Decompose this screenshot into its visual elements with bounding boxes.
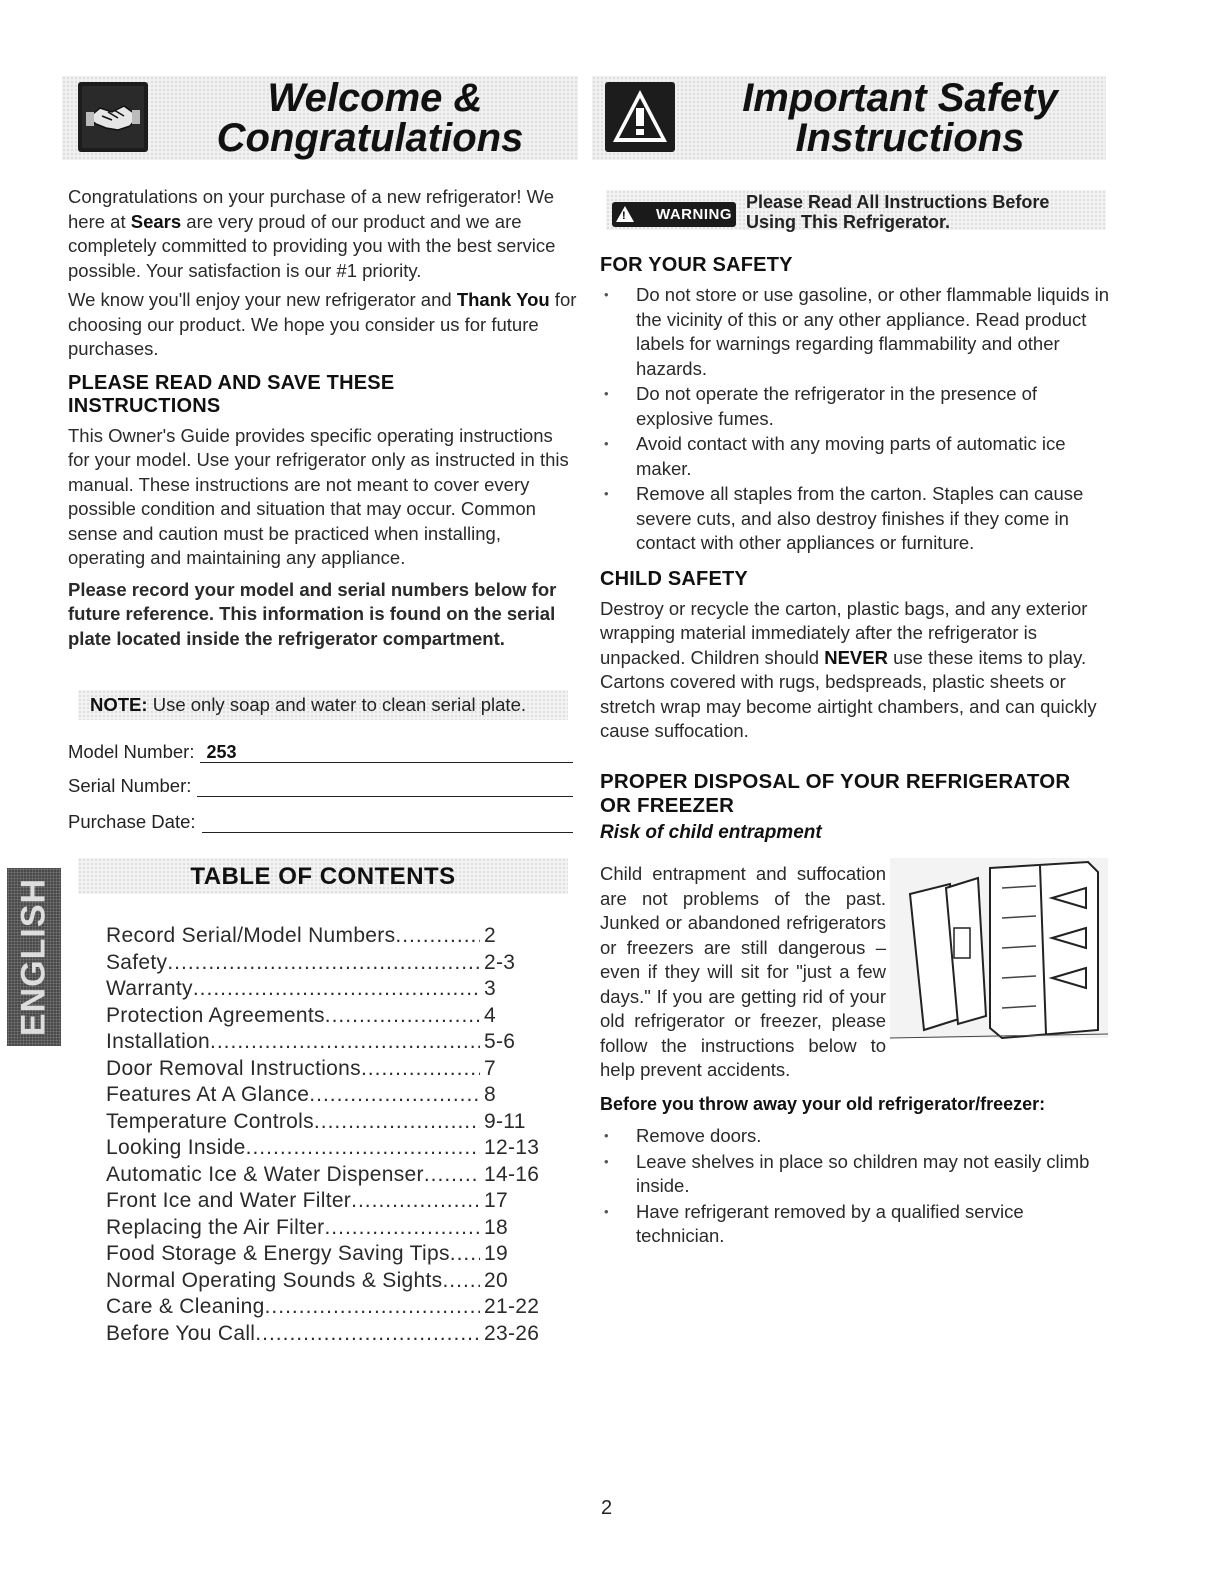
toc-item-page: 23-26 xyxy=(484,1321,540,1345)
language-tab xyxy=(7,868,61,1046)
toc-item[interactable] xyxy=(106,1003,546,1030)
toc-item[interactable] xyxy=(106,1029,546,1056)
child-safety-heading: CHILD SAFETY xyxy=(600,567,748,590)
purchase-date-row xyxy=(68,807,573,833)
welcome-p2-text-end: for choosing our product. We hope you consider us for future purchases. xyxy=(68,289,577,359)
toc-item[interactable] xyxy=(106,1241,546,1268)
model-number-label: Model Number: xyxy=(68,741,195,762)
toc-item[interactable] xyxy=(106,923,546,950)
safety-list-item: • Do not store or use gasoline, or other flammable liquids in the vicinity of this or any other appliance. Read product labels for warnings regarding flammability and other hazards. xyxy=(600,283,1110,381)
warning-line2: Using This Refrigerator. xyxy=(746,212,951,232)
safety-list xyxy=(600,283,1110,556)
save-instructions-heading xyxy=(68,372,578,418)
toc-item-page: 21-22 xyxy=(484,1295,540,1318)
brand-name: Sears xyxy=(130,210,182,232)
toc-item[interactable] xyxy=(106,1162,546,1189)
disposal-subheading: Risk of child entrapment xyxy=(600,822,822,843)
toc-item-title: Care & Cleaning xyxy=(106,1295,265,1318)
toc-item-title: Replacing the Air Filter xyxy=(106,1215,325,1239)
toc-leader-dots xyxy=(442,1268,480,1295)
welcome-title-line1: Welcome & xyxy=(267,76,483,120)
disposal-list-item: • Leave shelves in place so children may not easily climb inside. xyxy=(600,1150,1100,1199)
disposal-list xyxy=(600,1124,1100,1250)
toc-item-page: 8 xyxy=(484,1083,496,1106)
toc-item-title: Warranty xyxy=(106,977,193,1000)
record-numbers-note: Please record your model and serial numbers below for future reference. This information is found on the serial plate located inside the refrigerator compartment. xyxy=(68,578,557,649)
toc-item-title: Installation xyxy=(106,1030,210,1053)
safety-list-item: • Remove all staples from the carton. Staples can cause severe cuts, and also destroy finishes if they come in contact with other appliances or furniture. xyxy=(600,482,1110,556)
toc-item-page: 17 xyxy=(484,1189,508,1212)
toc-leader-dots xyxy=(424,1162,480,1189)
child-safety-paragraph xyxy=(600,597,1110,744)
disposal-paragraph: Child entrapment and suffocation are not problems of the past. Junked or abandoned refrigerators or freezers are still dangerous – even if they will sit for "just a few days." If you are getting rid of your old refrigerator or freezer, please follow the instructions below to help prevent accidents. xyxy=(600,863,886,1080)
safety-title-line2: Instructions xyxy=(795,116,1025,160)
toc-item-page: 18 xyxy=(484,1215,508,1239)
disposal-heading-line1: PROPER DISPOSAL OF YOUR REFRIGERATOR xyxy=(600,770,1071,793)
toc-item-title: Looking Inside xyxy=(106,1136,246,1159)
toc-item[interactable] xyxy=(106,1268,546,1295)
toc-leader-dots xyxy=(450,1241,480,1268)
welcome-p1-text: Congratulations on your purchase of a new refrigerator! We here at xyxy=(68,186,555,232)
safety-list-item: • Avoid contact with any moving parts of automatic ice maker. xyxy=(600,432,1110,481)
purchase-date-field[interactable] xyxy=(202,812,573,833)
welcome-p2-text: We know you'll enjoy your new refrigerator and xyxy=(68,289,457,310)
toc-leader-dots xyxy=(325,1003,480,1030)
model-number-row xyxy=(68,737,573,763)
toc-item-title: Door Removal Instructions xyxy=(106,1056,361,1080)
toc-item-page: 2-3 xyxy=(484,950,516,974)
child-safety-text-end: use these items to play. Cartons covered with rugs, bedspreads, plastic sheets or stretch wrap may become airtight chambers, and can quickly cause suffocation. xyxy=(600,646,1097,741)
toc-leader-dots xyxy=(167,950,480,977)
toc-item-page: 3 xyxy=(484,977,496,1000)
toc-item-page: 4 xyxy=(484,1003,496,1027)
toc-item-page: 9-11 xyxy=(484,1109,526,1133)
toc-item-page: 20 xyxy=(484,1268,508,1292)
toc-item-title: Food Storage & Energy Saving Tips xyxy=(106,1242,450,1265)
note-label: NOTE: xyxy=(90,694,148,715)
welcome-paragraph-1 xyxy=(68,185,578,283)
toc-item-title: Record Serial/Model Numbers xyxy=(106,924,396,947)
disposal-section xyxy=(600,770,1115,844)
toc-item-page: 7 xyxy=(484,1056,496,1080)
toc-item[interactable] xyxy=(106,976,546,1003)
table-of-contents xyxy=(106,923,546,1347)
toc-leader-dots xyxy=(361,1056,480,1083)
model-number-field[interactable]: 253 xyxy=(200,742,573,763)
never-text: NEVER xyxy=(824,646,888,668)
toc-leader-dots xyxy=(395,923,480,950)
toc-item[interactable] xyxy=(106,1215,546,1242)
serial-number-field[interactable] xyxy=(197,776,573,797)
welcome-paragraph-2 xyxy=(68,288,578,362)
warning-line1: Please Read All Instructions Before xyxy=(746,192,1050,212)
toc-leader-dots xyxy=(309,1082,480,1109)
toc-leader-dots xyxy=(351,1188,480,1215)
owners-guide-paragraph: This Owner's Guide provides specific operating instructions for your model. Use your refrigerator only as instructed in this manual. These instructions are not meant to cover every possible condition and situation that may occur. Common sense and caution must be practiced when installing, operating and maintaining any appliance. xyxy=(68,424,569,568)
save-heading-line1: PLEASE READ AND SAVE THESE xyxy=(68,371,395,394)
refrigerator-illustration xyxy=(890,848,1108,1048)
toc-leader-dots xyxy=(324,1215,480,1242)
disposal-heading xyxy=(600,770,1115,818)
language-tab-label: ENGLISH xyxy=(14,877,53,1037)
toc-item-page: 12-13 xyxy=(484,1136,540,1159)
toc-item[interactable] xyxy=(106,1109,546,1136)
handshake-icon xyxy=(78,82,148,152)
serial-number-label: Serial Number: xyxy=(68,775,192,796)
warning-triangle-icon xyxy=(605,82,675,152)
warning-text xyxy=(746,192,1049,232)
toc-item-title: Automatic Ice & Water Dispenser xyxy=(106,1162,424,1186)
toc-leader-dots xyxy=(246,1135,480,1162)
toc-leader-dots xyxy=(193,976,480,1003)
toc-item[interactable] xyxy=(106,1321,546,1348)
toc-item-title: Temperature Controls xyxy=(106,1109,314,1133)
your-safety-heading: FOR YOUR SAFETY xyxy=(600,254,793,276)
warning-badge: ! WARNING xyxy=(612,202,736,227)
note-body: Use only soap and water to clean serial plate. xyxy=(147,694,526,715)
toc-item[interactable] xyxy=(106,1082,546,1109)
toc-item[interactable] xyxy=(106,1188,546,1215)
toc-item-page: 19 xyxy=(484,1242,508,1265)
warning-badge-label: WARNING xyxy=(656,206,732,223)
toc-item-page: 5-6 xyxy=(484,1030,516,1053)
disposal-list-item: • Have refrigerant removed by a qualified service technician. xyxy=(600,1200,1100,1249)
toc-leader-dots xyxy=(210,1029,480,1056)
welcome-section xyxy=(68,185,578,651)
page-number: 2 xyxy=(600,1497,613,1519)
toc-item[interactable] xyxy=(106,950,546,977)
note-text xyxy=(90,694,526,716)
disposal-heading-line2: OR FREEZER xyxy=(600,794,735,817)
toc-item-title: Features At A Glance xyxy=(106,1083,310,1106)
thank-you-text: Thank You xyxy=(456,289,550,310)
serial-number-row xyxy=(68,771,573,797)
disposal-list-item: • Remove doors. xyxy=(600,1124,1100,1149)
safety-section xyxy=(600,254,1110,744)
purchase-date-label: Purchase Date: xyxy=(68,811,196,832)
toc-item-title: Protection Agreements xyxy=(106,1003,325,1027)
toc-item[interactable] xyxy=(106,1056,546,1083)
toc-item-title: Safety xyxy=(106,950,168,974)
toc-item[interactable] xyxy=(106,1135,546,1162)
child-safety-text: Destroy or recycle the carton, plastic bags, and any exterior wrapping material immediately after the refrigerator is unpacked. Children should xyxy=(600,597,1088,668)
toc-leader-dots xyxy=(255,1321,480,1348)
safety-title-line1: Important Safety xyxy=(742,76,1058,120)
save-heading-line2: INSTRUCTIONS xyxy=(68,394,221,417)
toc-item-title: Front Ice and Water Filter xyxy=(106,1189,352,1212)
toc-title: TABLE OF CONTENTS xyxy=(190,863,456,890)
toc-item-page: 14-16 xyxy=(484,1162,540,1186)
welcome-p1-text-end: are very proud of our product and we are completely committed to providing you with the best service possible. Your satisfaction is our #1 priority. xyxy=(68,210,556,281)
toc-leader-dots xyxy=(265,1294,480,1321)
toc-item-title: Before You Call xyxy=(106,1321,256,1345)
toc-leader-dots xyxy=(314,1109,480,1136)
toc-item-page: 2 xyxy=(484,924,496,947)
toc-item-title: Normal Operating Sounds & Sights xyxy=(106,1268,443,1292)
toc-item[interactable] xyxy=(106,1294,546,1321)
welcome-title-line2: Congratulations xyxy=(216,116,524,160)
safety-list-item: • Do not operate the refrigerator in the presence of explosive fumes. xyxy=(600,382,1110,431)
before-throw-heading: Before you throw away your old refrigerator/freezer: xyxy=(600,1094,1046,1114)
